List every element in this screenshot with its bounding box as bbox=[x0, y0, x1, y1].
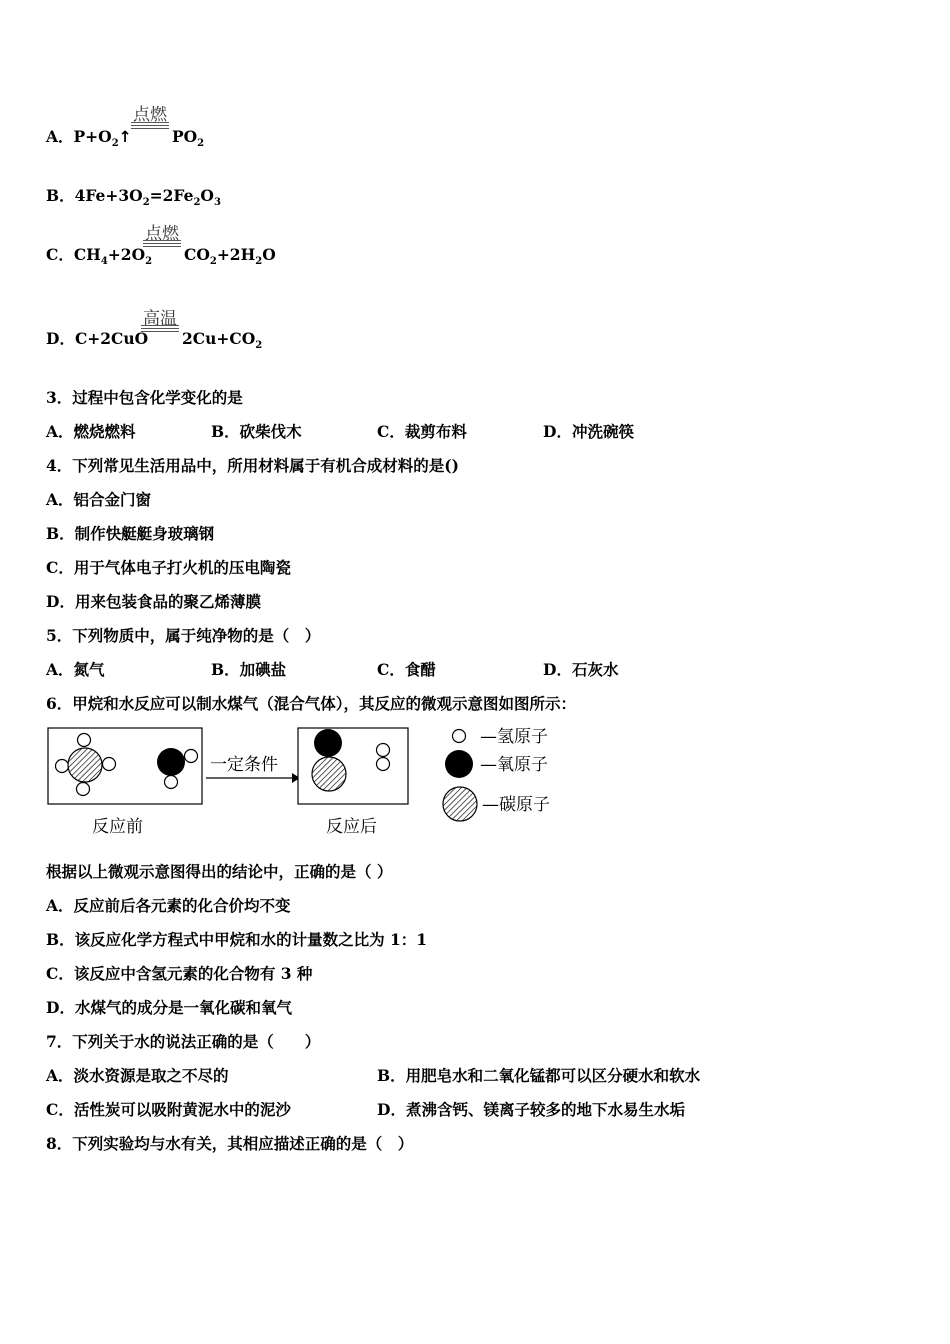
carbon-atom bbox=[312, 757, 346, 791]
condition-bar bbox=[143, 240, 181, 244]
arrow-label: 一定条件 bbox=[210, 755, 278, 775]
q8-stem: 8．下列实验均与水有关，其相应描述正确的是（ ） bbox=[46, 1134, 414, 1153]
subscript: 2 bbox=[255, 340, 263, 352]
q6-option-a[interactable]: A．反应前后各元素的化合价均不变 bbox=[46, 896, 291, 915]
equation-part: CH bbox=[73, 245, 101, 264]
q7-option-b[interactable]: B．用肥皂水和二氧化锰都可以区分硬水和软水 bbox=[377, 1066, 701, 1085]
subscript: 3 bbox=[213, 197, 221, 209]
equation-part: O bbox=[200, 186, 214, 205]
reaction-condition: 点燃 bbox=[145, 224, 179, 244]
q7-option-c[interactable]: C．活性炭可以吸附黄泥水中的泥沙 bbox=[46, 1100, 291, 1119]
q7-stem: 7．下列关于水的说法正确的是（ ） bbox=[46, 1032, 321, 1051]
q6-option-d[interactable]: D．水煤气的成分是一氧化碳和氧气 bbox=[46, 998, 292, 1017]
hydrogen-atom bbox=[103, 758, 116, 771]
option-label: B． bbox=[46, 186, 75, 205]
equation-part: P+O bbox=[73, 127, 112, 146]
legend-oxygen: —氧原子 bbox=[480, 755, 548, 775]
oxygen-atom bbox=[157, 748, 185, 776]
reaction-condition: 点燃 bbox=[133, 105, 167, 125]
q3-option-d[interactable]: D．冲洗碗筷 bbox=[543, 422, 634, 441]
q6-option-b[interactable]: B．该反应化学方程式中甲烷和水的计量数之比为 1：1 bbox=[46, 930, 428, 949]
equation-part: =2Fe bbox=[149, 186, 194, 205]
equation-part: O bbox=[262, 245, 276, 264]
reaction-micro-diagram bbox=[40, 722, 580, 842]
q2-option-b bbox=[46, 186, 221, 213]
equation-part: +2H bbox=[216, 245, 256, 264]
hydrogen-atom bbox=[377, 758, 390, 771]
legend-carbon: —碳原子 bbox=[482, 795, 550, 815]
q3-option-b[interactable]: B．砍柴伐木 bbox=[211, 422, 302, 441]
hydrogen-atom bbox=[165, 776, 178, 789]
hydrogen-atom bbox=[377, 744, 390, 757]
q4-option-d[interactable]: D．用来包装食品的聚乙烯薄膜 bbox=[46, 592, 261, 611]
hydrogen-atom bbox=[185, 750, 198, 763]
subscript: 2 bbox=[145, 256, 153, 268]
q6-stem: 6．甲烷和水反应可以制水煤气（混合气体），其反应的微观示意图如图所示： bbox=[46, 694, 577, 713]
subscript: 2 bbox=[111, 138, 119, 150]
before-label: 反应前 bbox=[92, 817, 143, 837]
q3-stem: 3．过程中包含化学变化的是 bbox=[46, 388, 243, 407]
gas-arrow: ↑ bbox=[118, 128, 132, 146]
hydrogen-atom bbox=[77, 783, 90, 796]
q7-option-d[interactable]: D．煮沸含钙、镁离子较多的地下水易生水垢 bbox=[377, 1100, 685, 1119]
reaction-condition: 高温 bbox=[143, 309, 177, 329]
subscript: 2 bbox=[193, 197, 201, 209]
equation-part: +2O bbox=[107, 245, 146, 264]
q5-stem: 5．下列物质中，属于纯净物的是（ ） bbox=[46, 626, 321, 645]
q4-stem: 4．下列常见生活用品中，所用材料属于有机合成材料的是() bbox=[46, 456, 459, 475]
q5-option-c[interactable]: C．食醋 bbox=[377, 660, 436, 679]
hydrogen-atom bbox=[56, 760, 69, 773]
hydrogen-legend-icon bbox=[453, 730, 466, 743]
subscript: 2 bbox=[255, 256, 263, 268]
equation-part: 4Fe+3O bbox=[74, 186, 143, 205]
after-label: 反应后 bbox=[326, 817, 377, 837]
oxygen-legend-icon bbox=[445, 750, 473, 778]
legend-hydrogen: —氢原子 bbox=[480, 727, 548, 747]
subscript: 2 bbox=[142, 197, 150, 209]
q4-option-b[interactable]: B．制作快艇艇身玻璃钢 bbox=[46, 524, 215, 543]
equation-part: C+2CuO bbox=[74, 329, 149, 348]
subscript: 4 bbox=[100, 256, 108, 268]
q6-followup: 根据以上微观示意图得出的结论中，正确的是（ ） bbox=[46, 862, 393, 881]
option-label: C． bbox=[46, 245, 74, 264]
equation-part: 2Cu+CO bbox=[182, 329, 256, 348]
carbon-atom bbox=[68, 748, 102, 782]
q3-option-a[interactable]: A．燃烧燃料 bbox=[46, 422, 136, 441]
option-label: A． bbox=[46, 127, 74, 146]
q5-option-a[interactable]: A．氮气 bbox=[46, 660, 105, 679]
q5-option-d[interactable]: D．石灰水 bbox=[543, 660, 619, 679]
q3-option-c[interactable]: C．裁剪布料 bbox=[377, 422, 467, 441]
carbon-legend-icon bbox=[443, 787, 477, 821]
legend bbox=[443, 727, 550, 821]
oxygen-atom bbox=[314, 729, 342, 757]
q5-option-b[interactable]: B．加碘盐 bbox=[211, 660, 287, 679]
q6-option-c[interactable]: C．该反应中含氢元素的化合物有 3 种 bbox=[46, 964, 313, 983]
equation-part: PO bbox=[172, 127, 198, 146]
q4-option-a[interactable]: A．铝合金门窗 bbox=[46, 490, 152, 509]
hydrogen-atom bbox=[78, 734, 91, 747]
condition-bar bbox=[131, 122, 169, 126]
q7-option-a[interactable]: A．淡水资源是取之不尽的 bbox=[46, 1066, 229, 1085]
option-label: D． bbox=[46, 329, 75, 348]
condition-underline bbox=[131, 128, 169, 129]
subscript: 2 bbox=[197, 138, 205, 150]
subscript: 2 bbox=[209, 256, 217, 268]
equation-part: CO bbox=[184, 245, 210, 264]
q4-option-c[interactable]: C．用于气体电子打火机的压电陶瓷 bbox=[46, 558, 291, 577]
